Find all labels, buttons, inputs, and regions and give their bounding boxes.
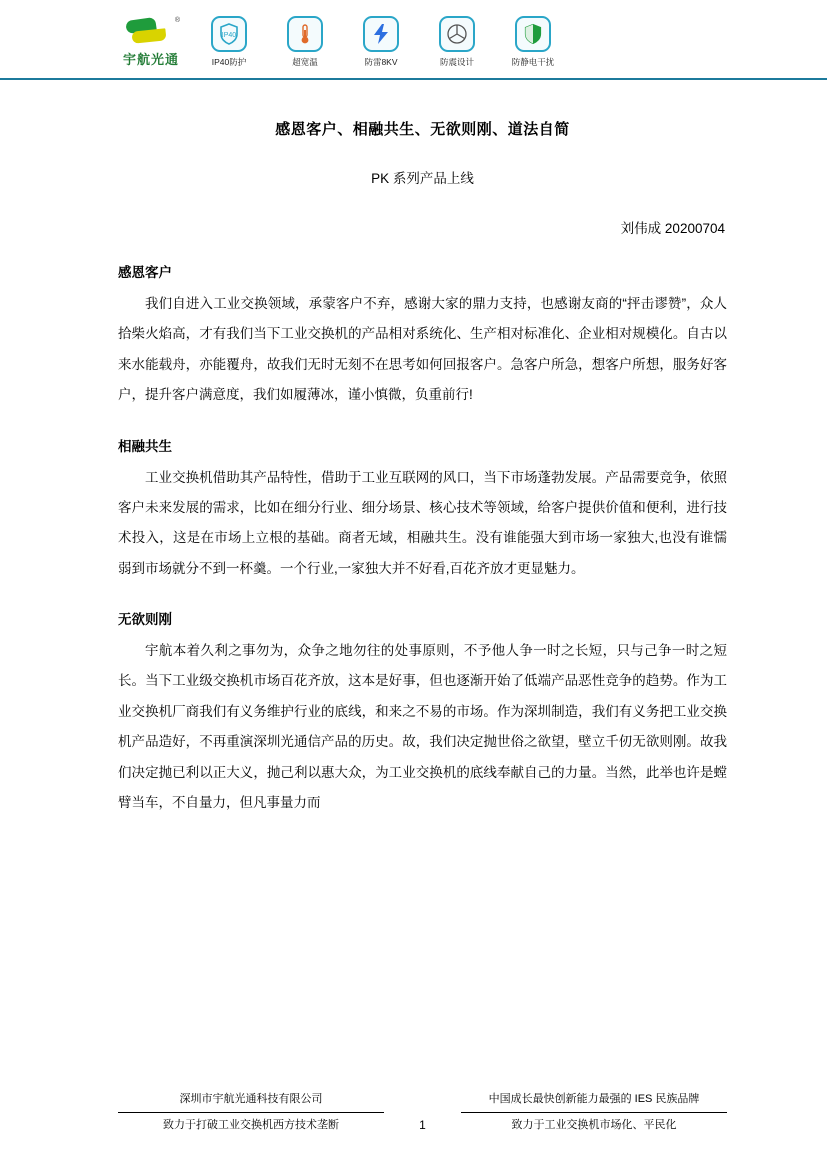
- section-paragraph-1: 我们自进入工业交换领域，承蒙客户不弃，感谢大家的鼎力支持，也感谢友商的“抨击谬赞”，众人拾柴火焰高，才有我们当下工业交换机的产品相对系统化、生产相对标准化、企业相对规模化。自古以来水能载舟，亦能覆舟，故我们无时无刻不在思考如何回报客户。急客户所急，想客户所想，服务好客户，提升客户满意度，我们如履薄冰，谨小慎微，负重前行!: [118, 296, 727, 403]
- section-paragraph-2: 工业交换机借助其产品特性，借助于工业互联网的风口，当下市场蓬勃发展。产品需要竞争，依照客户未来发展的需求，比如在细分行业、细分场景、核心技术等领域，给客户提供价值和便利，进行技术投入，这是在市场上立根的基础。商者无域，相融共生。没有谁能强大到市场一家独大,也没有谁懦弱到市场就分不到一杯羹。一个行业,一家独大并不好看,百花齐放才更显魅力。: [118, 469, 727, 576]
- registered-mark: ®: [174, 16, 180, 24]
- anti-vibration-icon: [439, 16, 475, 52]
- emi-shield-icon: [515, 16, 551, 52]
- feature-label: 防雷8KV: [364, 57, 398, 67]
- header-badge-row: [0, 12, 827, 72]
- feature-emi: [502, 16, 564, 68]
- feature-lightning: [350, 16, 412, 68]
- leaf-logo-icon: [122, 17, 180, 47]
- feature-ip40: [198, 16, 260, 68]
- feature-anti-vibration: [426, 16, 488, 68]
- feature-wide-temp: [274, 16, 336, 68]
- section-heading-3: 无欲则刚: [118, 612, 172, 627]
- footer-left-line2: 致力于打破工业交换机西方技术垄断: [163, 1119, 339, 1132]
- footer-left: [118, 1089, 384, 1136]
- svg-text:IP40: IP40: [221, 32, 237, 39]
- feature-label: 超宽温: [292, 57, 318, 67]
- section-paragraph-3: 宇航本着久利之事勿为，众争之地勿往的处事原则，不予他人争一时之长短，只与己争一时之短长。当下工业级交换机市场百花齐放，这本是好事，但也逐渐开始了低端产品恶性竞争的趋势。作为工业交换机厂商我们有义务维护行业的底线，和来之不易的市场。作为深圳制造，我们有义务把工业交换机产品造好，不再重演深圳光通信产品的历史。故，我们决定抛世俗之欲望，壁立千仞无欲则刚。故我们决定抛已利以正大义，抛己利以惠大众，为工业交换机的底线奉献自己的力量。当然，此举也许是螳臂当车，不自量力，但凡事量力而: [118, 643, 727, 810]
- page-header: [0, 0, 827, 84]
- section-heading-1: 感恩客户: [118, 265, 172, 280]
- feature-label: IP40防护: [211, 57, 247, 67]
- feature-label: 防震设计: [439, 57, 474, 67]
- footer-right-line2: 致力于工业交换机市场化、平民化: [511, 1119, 677, 1132]
- page-footer: [0, 1089, 827, 1136]
- footer-right: [461, 1089, 727, 1136]
- feature-label: 防静电干扰: [511, 57, 555, 67]
- thermometer-icon: [287, 16, 323, 52]
- lightning-bolt-icon: [363, 16, 399, 52]
- company-logo: [118, 17, 184, 68]
- document-body: [0, 118, 827, 818]
- byline: 刘伟成 20200704: [620, 221, 725, 236]
- page-number: 1: [419, 1118, 426, 1132]
- page-title: 感恩客户、相融共生、无欲则刚、道法自简: [275, 121, 570, 138]
- footer-right-line1: 中国成长最快创新能力最强的 IES 民族品牌: [461, 1089, 727, 1113]
- ip40-shield-icon: [211, 16, 247, 52]
- header-divider: [0, 78, 827, 80]
- footer-left-line1: 深圳市宇航光通科技有限公司: [118, 1089, 384, 1113]
- page-subtitle: PK 系列产品上线: [371, 171, 474, 186]
- brand-name: 宇航光通: [122, 51, 179, 67]
- section-heading-2: 相融共生: [118, 438, 172, 454]
